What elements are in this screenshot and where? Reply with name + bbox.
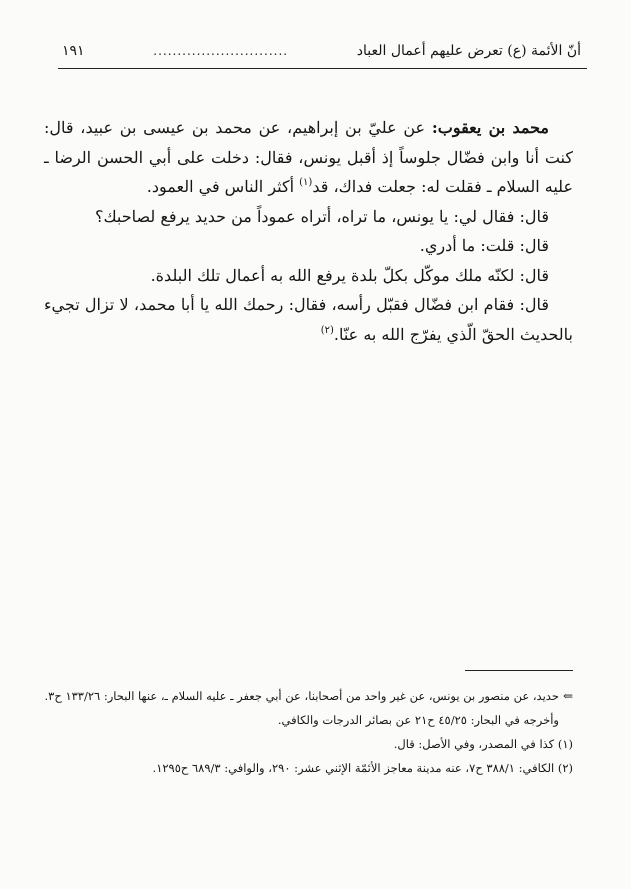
footnote-marker-2: (٢): [320, 324, 334, 336]
running-header: [62, 38, 581, 64]
footnote-marker-1: (١): [299, 177, 313, 188]
paragraph-1-text: عن عليّ بن إبراهيم، عن محمد بن عيسى بن عبيد، قال: كنت أنا وابن فضّال جلوساً إذ أقبل يونس، فقال: دخلت على أبي الحسن الرضا ـ عليه السلام ـ فقلت له: جعلت فداك، قد: [44, 118, 573, 196]
paragraph-1: [44, 113, 573, 202]
paragraph-1-tail: أكثر الناس في العمود.: [146, 177, 295, 196]
footnote-source-text: حديد، عن منصور بن يونس، عن غير واحد من أصحابنا، عن أبي جعفر ـ عليه السلام ـ، عنها البحار: ١٣٣/٢٦ ح٣.: [44, 689, 559, 703]
footnote-rule: [465, 670, 573, 671]
main-text: [44, 113, 573, 349]
narrator-lead: محمد بن يعقوب:: [431, 118, 549, 137]
paragraph-2: قال: فقال لي: يا يونس، ما تراه، أتراه عموداً من حديد يرفع لصاحبك؟: [94, 206, 549, 226]
paragraph-5-text: قال: فقام ابن فضّال فقبّل رأسه، فقال: رحمك الله يا أبا محمد، لا تزال تجيء بالحديث الحقّ الّذي يفرّج الله به عنّا.: [44, 295, 573, 344]
page-number: ١٩١: [62, 43, 85, 59]
header-leader-dots: ............................: [153, 44, 289, 58]
arrow-icon: ⇐: [562, 689, 573, 703]
paragraph-4: قال: لكنّه ملك موكّل بكلّ بلدة يرفع الله به أعمال تلك البلدة.: [150, 265, 549, 285]
footnote-bihar: وأخرجه في البحار: ٤٥/٢٥ ح٢١ عن بصائر الدرجات والكافي.: [277, 713, 559, 727]
footnote-1: (١) كذا في المصدر، وفي الأصل: قال.: [393, 737, 573, 751]
footnotes: [44, 684, 573, 780]
paragraph-5: [44, 290, 573, 349]
footnote-2: (٢) الكافي: ٣٨٨/١ ح٧، عنه مدينة معاجز الأئمّة الإثني عشر: ٢٩٠، والوافي: ٦٨٩/٣ ح١٢٩٥.: [152, 761, 573, 775]
footnote-source: [44, 684, 573, 708]
header-title: أنّ الأئمة (ع) تعرض عليهم أعمال العباد: [356, 43, 581, 59]
paragraph-3: قال: قلت: ما أدري.: [419, 236, 549, 255]
header-rule: [58, 68, 587, 69]
